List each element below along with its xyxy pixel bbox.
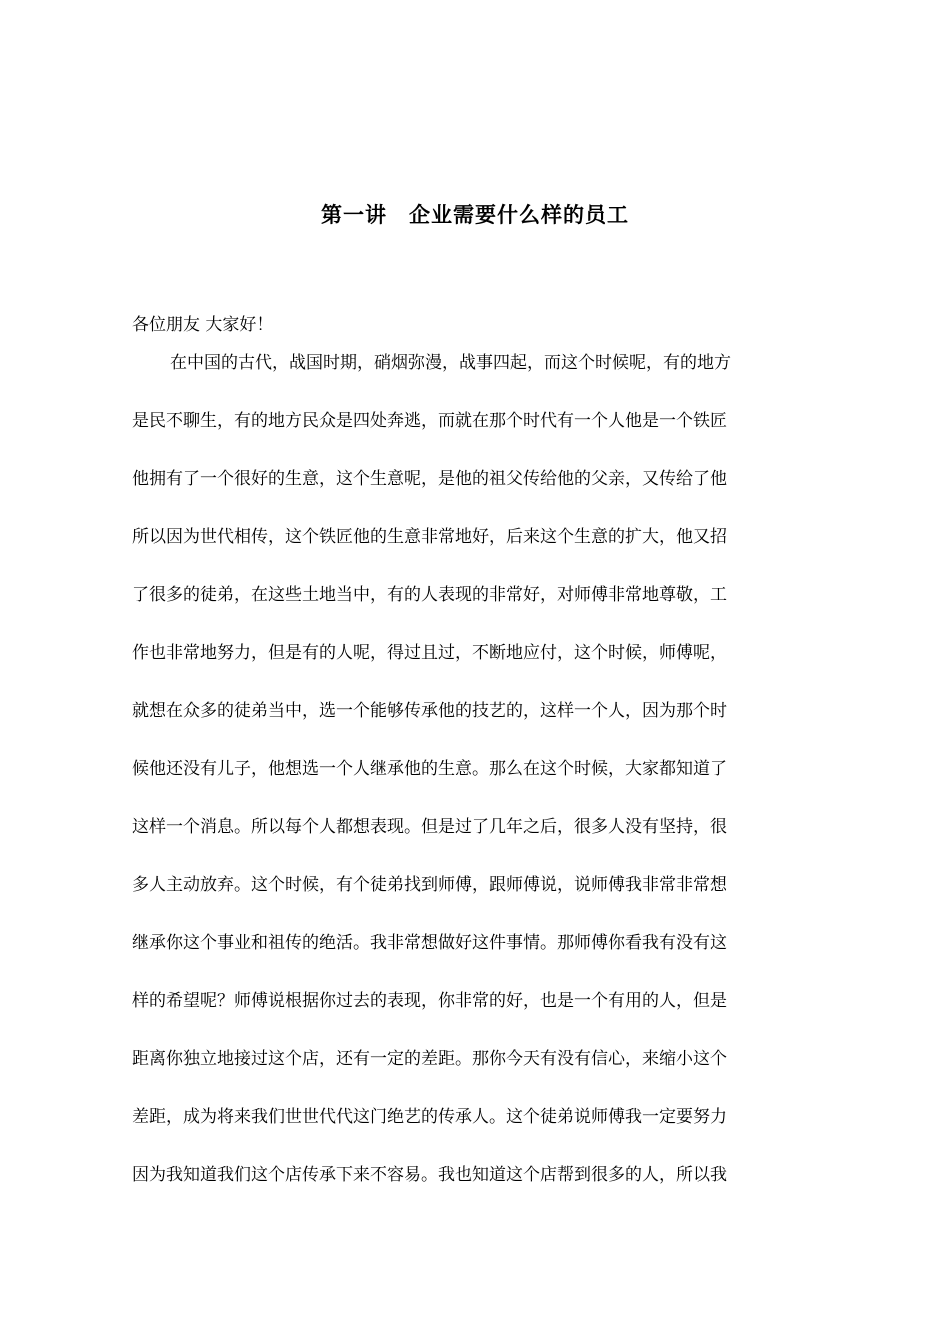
body-line: 多人主动放弃。这个时候，有个徒弟找到师傅，跟师傅说，说师傅我非常非常想 [132,875,727,895]
body-line: 继承你这个事业和祖传的绝活。我非常想做好这件事情。那师傅你看我有没有这 [132,933,727,953]
body-line: 这样一个消息。所以每个人都想表现。但是过了几年之后，很多人没有坚持，很 [132,817,727,837]
body-line: 差距，成为将来我们世世代代这门绝艺的传承人。这个徒弟说师傅我一定要努力 [132,1107,727,1127]
page-title: 第一讲 企业需要什么样的员工 [321,202,629,227]
body-line: 是民不聊生，有的地方民众是四处奔逃，而就在那个时代有一个人他是一个铁匠 [132,411,727,431]
body-line: 候他还没有儿子，他想选一个人继承他的生意。那么在这个时候，大家都知道了 [132,759,727,779]
body-line: 距离你独立地接过这个店，还有一定的差距。那你今天有没有信心，来缩小这个 [132,1049,727,1069]
body-line: 他拥有了一个很好的生意，这个生意呢，是他的祖父传给他的父亲，又传给了他 [132,469,727,489]
greeting: 各位朋友 大家好！ [132,315,274,335]
body-line: 作也非常地努力，但是有的人呢，得过且过，不断地应付，这个时候，师傅呢， [132,643,727,663]
body-line: 样的希望呢？师傅说根据你过去的表现，你非常的好，也是一个有用的人，但是 [132,991,727,1011]
body-line: 了很多的徒弟，在这些土地当中，有的人表现的非常好，对师傅非常地尊敬，工 [132,585,727,605]
body-line: 因为我知道我们这个店传承下来不容易。我也知道这个店帮到很多的人，所以我 [132,1165,727,1185]
body-line: 就想在众多的徒弟当中，选一个能够传承他的技艺的，这样一个人，因为那个时 [132,701,727,721]
body-line: 在中国的古代，战国时期，硝烟弥漫，战事四起，而这个时候呢，有的地方 [170,353,731,373]
body-line: 所以因为世代相传，这个铁匠他的生意非常地好，后来这个生意的扩大，他又招 [132,527,727,547]
